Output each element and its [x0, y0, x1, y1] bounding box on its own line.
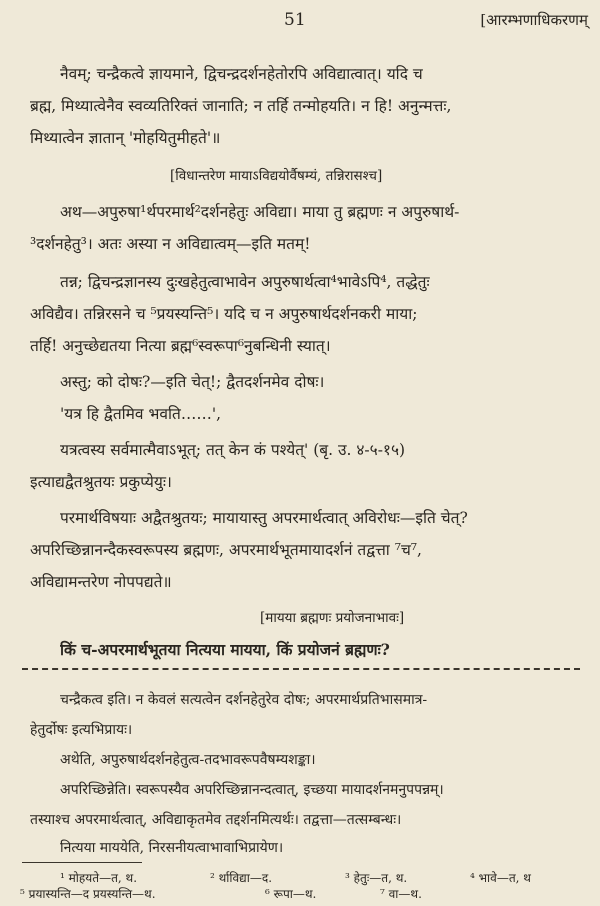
text-line: अविद्यामन्तरेण नोपपद्यते॥	[30, 573, 172, 591]
section-heading: [विधान्तरेण मायाऽविद्ययोर्वैषम्यं, तन्निरासश्च]	[170, 168, 383, 184]
text-line: अविद्यैव। तन्निरसने च ⁵प्रयस्यन्ति⁵। यदि च न अपुरुषार्थदर्शनकरी माया;	[30, 305, 418, 323]
text-line: नैवम्; चन्द्रैकत्वे ज्ञायमाने, द्विचन्द्रदर्शनहेतोरपि अविद्यात्वात्। यदि च	[60, 65, 423, 83]
footnote-divider	[22, 862, 142, 863]
page-number: 51	[284, 10, 306, 30]
commentary-line: तस्याश्च अपरमार्थत्वात्, अविद्याकृतमेव तद्दर्शनमित्यर्थः। तद्वत्ता—तत्सम्बन्धः।	[30, 812, 402, 828]
text-line: इत्याद्यद्वैतश्रुतयः प्रकुप्येयुः।	[30, 473, 172, 491]
commentary-line: नित्यया माययेति, निरसनीयत्वाभावाभिप्रायेण।	[60, 840, 284, 856]
text-line: तन्न; द्विचन्द्रज्ञानस्य दुःखहेतुत्वाभावेन अपुरुषार्थत्वा⁴भावेऽपि⁴, तद्धेतुः	[60, 273, 430, 291]
running-head: [आरम्भणाधिकरणम्	[480, 11, 588, 29]
text-line: अथ—अपुरुषा¹र्थपरमार्थ²दर्शनहेतुः अविद्या। माया तु ब्रह्मणः न अपुरुषार्थ-	[60, 203, 460, 221]
text-line: अस्तु; को दोषः?—इति चेत्!; द्वैतदर्शनमेव दोषः।	[60, 373, 325, 391]
text-line: ³दर्शनहेतु³। अतः अस्या न अविद्यात्वम्—इति मतम्!	[30, 235, 311, 253]
quoted-line: 'यत्र हि द्वैतमिव भवति……',	[60, 405, 222, 423]
footnote: ⁷ वा—थ.	[380, 887, 422, 901]
text-line: अपरिच्छिन्नानन्दैकस्वरूपस्य ब्रह्मणः, अपरमार्थभूतमायादर्शनं तद्वत्ता ⁷च⁷,	[30, 541, 422, 559]
text-line: तर्हि! अनुच्छेद्यतया नित्या ब्रह्म⁶स्वरूपा⁶नुबन्धिनी स्यात्।	[30, 337, 331, 355]
quoted-line: यत्रत्वस्य सर्वमात्मैवाऽभूत्; तत् केन कं पश्येत्' (बृ. उ. ४-५-१५)	[60, 441, 406, 459]
footnote: ⁶ रूपा—थ.	[265, 887, 317, 901]
section-divider	[22, 668, 580, 670]
text-line: परमार्थविषयाः अद्वैतश्रुतयः; मायायास्तु अपरमार्थत्वात् अविरोधः—इति चेत्?	[60, 509, 468, 527]
page-header	[0, 10, 600, 40]
footnote: ³ हेतुः—त, थ.	[345, 871, 408, 885]
commentary-line: हेतुर्दोषः इत्यभिप्रायः।	[30, 722, 133, 738]
text-line: मिथ्यात्वेन ज्ञातान् 'मोहयितुमीहते'॥	[30, 129, 221, 147]
text-line: किं च-अपरमार्थभूतया नित्यया मायया, किं प्रयोजनं ब्रह्मणः?	[60, 640, 390, 659]
footnote: ⁵ प्रयास्यन्ति—द प्रयस्यन्ति—थ.	[20, 887, 156, 901]
footnote: ⁴ भावे—त, थ	[470, 871, 531, 885]
commentary-line: अथेति, अपुरुषार्थदर्शनहेतुत्व-तदभावरूपवैषम्यशङ्का।	[60, 752, 316, 768]
commentary-line: अपरिच्छिन्नेति। स्वरूपस्यैव अपरिच्छिन्नानन्दत्वात्, इच्छया मायादर्शनमनुपपन्नम्।	[60, 782, 444, 798]
footnote: ¹ मोहयते—त, थ.	[60, 871, 138, 885]
footnote: ² र्थाविद्या—द.	[210, 871, 273, 885]
text-line: ब्रह्म, मिथ्यात्वेनैव स्वव्यतिरिक्तं जानाति; न तर्हि तन्मोहयति। न हि! अनुन्मत्तः,	[30, 97, 452, 115]
commentary-line: चन्द्रैकत्व इति। न केवलं सत्यत्वेन दर्शनहेतुरेव दोषः; अपरमार्थप्रतिभासमात्र-	[60, 692, 428, 708]
section-heading: [मायया ब्रह्मणः प्रयोजनाभावः]	[260, 610, 405, 626]
